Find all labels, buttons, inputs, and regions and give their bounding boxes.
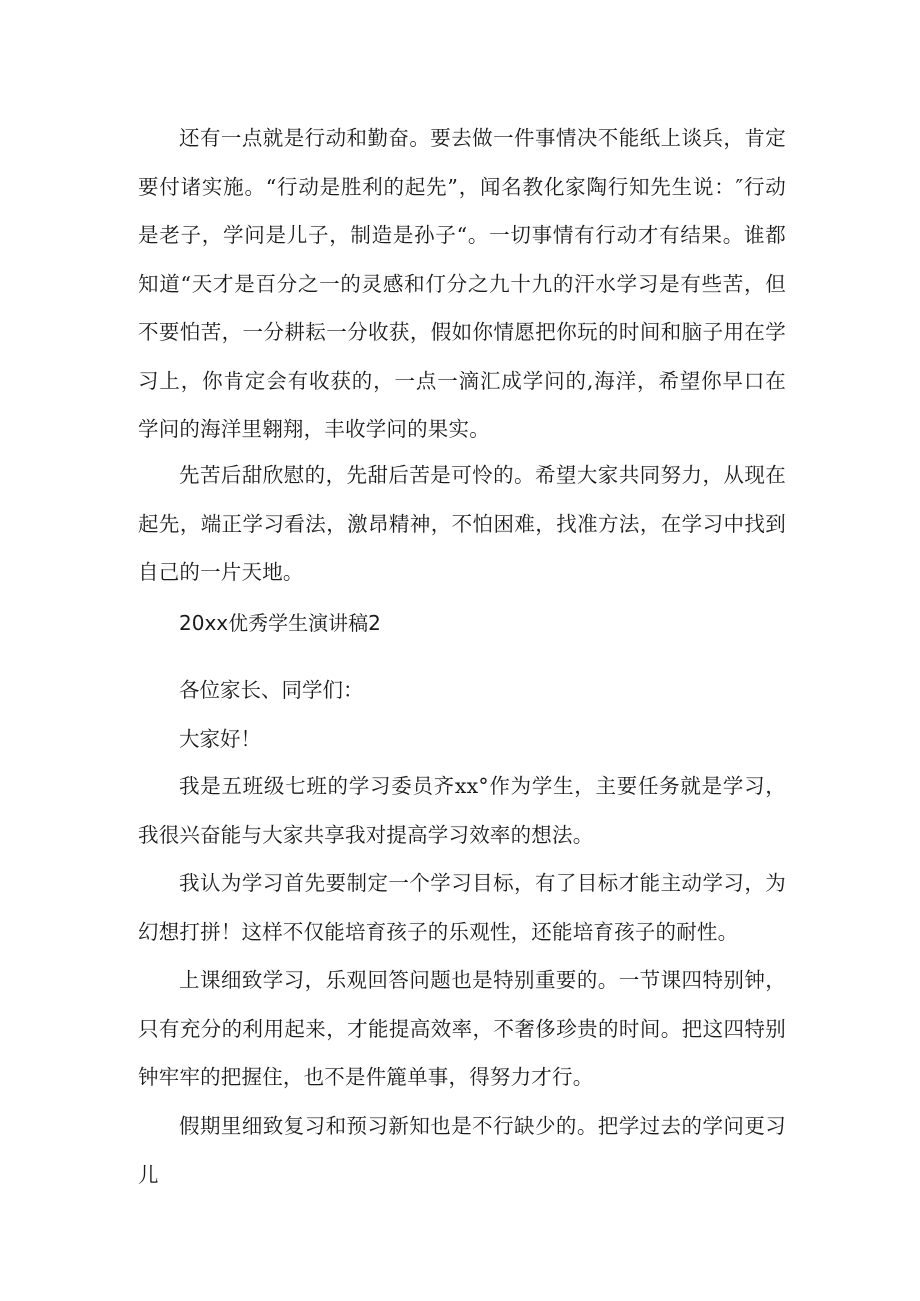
paragraph-hard-work: 先苦后甜欣慰的，先甜后苦是可怜的。希望大家共同努力，从现在起先，端正学习看法，激昂精神，不怕困难，找准方法，在学习中找到自己的一片天地。	[138, 463, 786, 584]
salutation: 各位家长、同学们：	[179, 678, 364, 702]
greeting: 大家好！	[179, 727, 261, 751]
paragraph-action-diligence: 还有一点就是行动和勤奋。要去做一件事情决不能纸上谈兵，肯定要付诸实施。“行动是胜利的起先”，闻名教化家陶行知先生说：″行动是老子，学问是儿子，制造是孙子“。一切事情有行动才有结果。谁都知道“天才是百分之一的灵感和仃分之九十九的汗水学习是有些苦，但不要怕苦，一分耕耘一分收获，假如你情愿把你玩的时间和脑子用在学习上，你肯定会有收获的，一点一滴汇成学问的,海洋，希望你早口在学问的海洋里翱翔，丰收学问的果实。	[138, 126, 786, 441]
paragraph-introduction: 我是五班级七班的学习委员齐xx°作为学生，主要任务就是学习，我很兴奋能与大家共享我对提高学习效率的想法。	[138, 774, 786, 847]
paragraph-learning-goal: 我认为学习首先要制定一个学习目标，有了目标才能主动学习，为幻想打拼！这样不仅能培育孩子的乐观性，还能培育孩子的耐性。	[138, 871, 786, 944]
paragraph-class-attention: 上课细致学习，乐观回答问题也是特别重要的。一节课四特别钟，只有充分的利用起来，才能提高效率，不奢侈珍贵的时间。把这四特别钟牢牢的把握住，也不是件簏单事，得努力才行。	[138, 968, 786, 1089]
paragraph-holiday-review: 假期里细致复习和预习新知也是不行缺少的。把学过去的学问更习儿	[138, 1114, 786, 1187]
section-heading: 20xx优秀学生演讲稿2	[179, 611, 381, 635]
